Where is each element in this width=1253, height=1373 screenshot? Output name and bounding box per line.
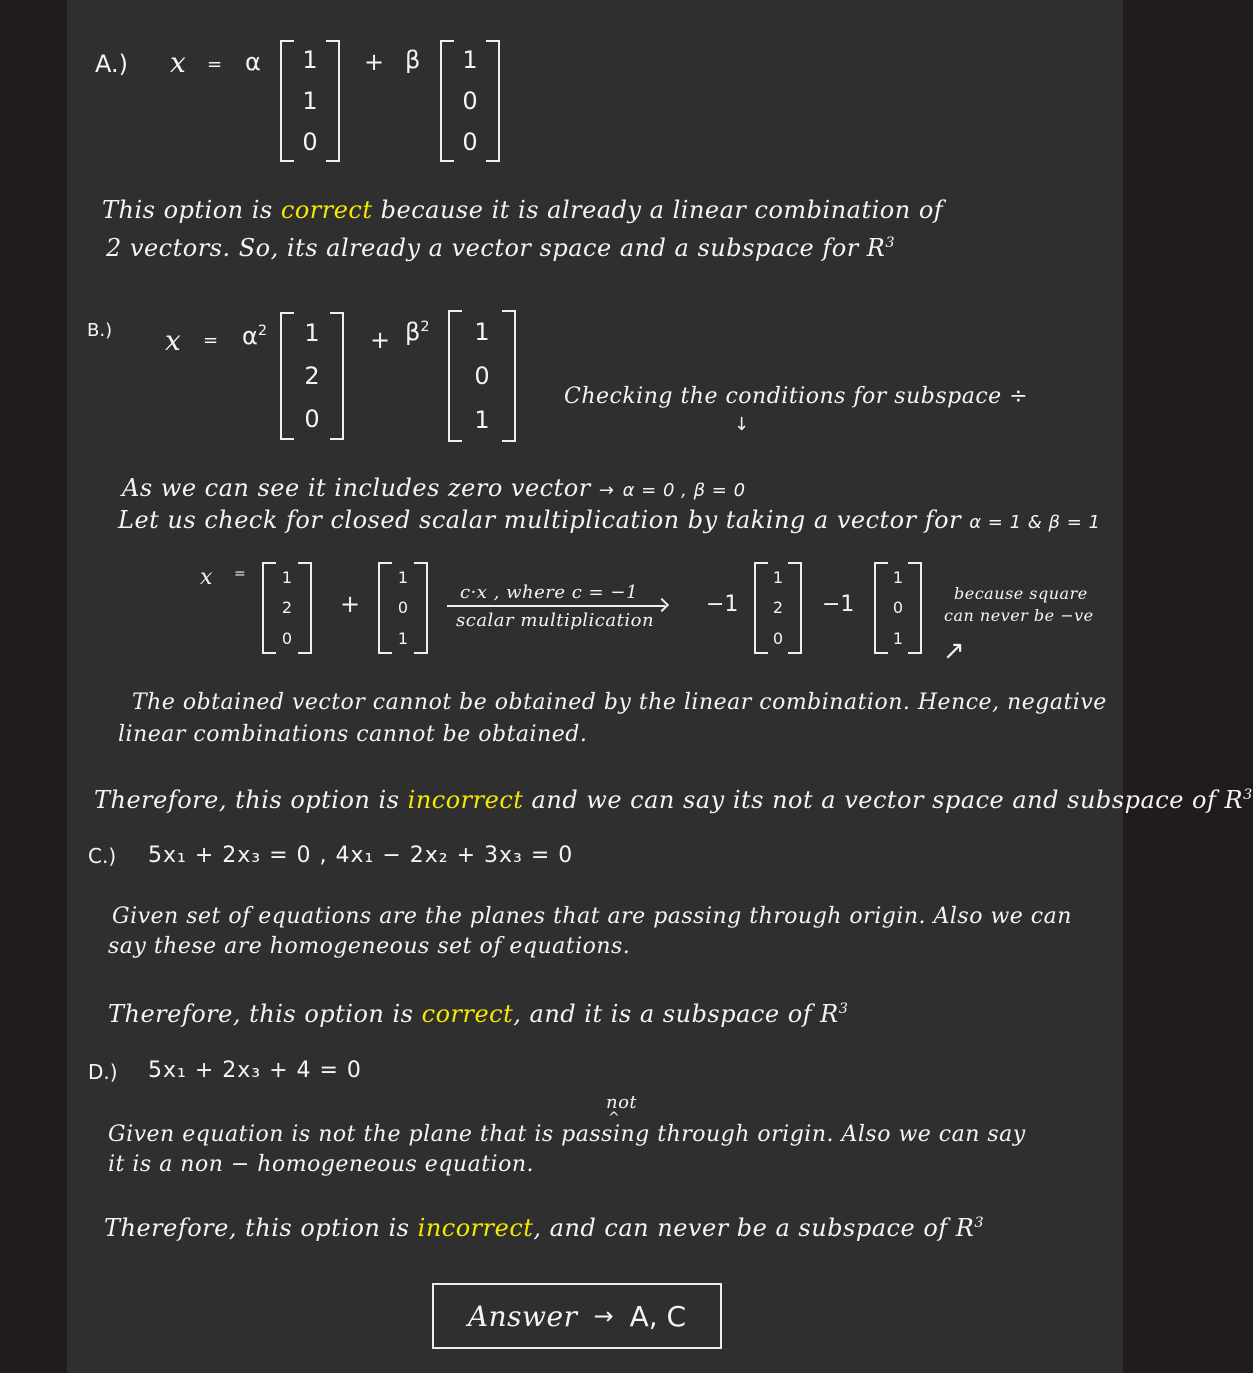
work-vector-1	[262, 562, 312, 654]
neg-coef-1: −1	[706, 592, 739, 617]
option-a-coef1: α	[245, 48, 261, 76]
closure-check-line: Let us check for closed scalar multiplication by taking a vector for α = 1 & β = 1	[118, 506, 1101, 534]
vector-entry: 1	[302, 86, 318, 115]
note-line-1: because square	[954, 584, 1088, 603]
option-a-explanation-line-2: 2 vectors. So, its already a vector space and a subspace for $R^3$	[106, 234, 896, 262]
answer-box	[432, 1283, 722, 1349]
vector-entry: 1	[302, 46, 318, 75]
vector-entry: 0	[304, 404, 320, 433]
option-c-explanation-line-1: Given set of equations are the planes that are passing through origin. Also we can	[112, 904, 1072, 929]
work-plus: +	[340, 590, 361, 618]
work-vector-2	[378, 562, 428, 654]
option-a-coef2: β	[405, 46, 421, 74]
option-b-label: B.)	[87, 320, 113, 341]
vector-entry: 1	[772, 567, 784, 587]
correct-highlight: correct	[280, 196, 373, 224]
option-b-vector-2	[448, 310, 516, 442]
vector-entry: 0	[281, 629, 293, 649]
right-arrow-icon: →	[598, 480, 615, 501]
option-b-coef1: $\alpha^2$	[242, 322, 267, 350]
down-arrow-icon: ↓	[734, 414, 750, 435]
answer-value: A, C	[629, 1299, 687, 1333]
option-c-explanation-line-2: say these are homogeneous set of equations.	[108, 934, 631, 959]
up-right-arrow-icon: ↗	[943, 636, 965, 666]
vector-entry: 0	[892, 598, 904, 618]
option-a-vector-2	[440, 40, 500, 162]
vector-entry: 0	[397, 598, 409, 618]
neg-vector-1	[754, 562, 802, 654]
vector-entry: 1	[892, 629, 904, 649]
vector-entry: 1	[892, 567, 904, 587]
option-a-equals: =	[207, 54, 223, 75]
vector-entry: 2	[772, 598, 784, 618]
vector-entry: 1	[304, 319, 320, 348]
vector-entry: 2	[304, 361, 320, 390]
option-c-label: C.)	[88, 844, 117, 868]
option-d-equation: 5x₁ + 2x₃ + 4 = 0	[148, 1058, 362, 1083]
vector-entry: 2	[281, 598, 293, 618]
option-b-coef2: $\beta^2$	[405, 318, 430, 346]
zero-vector-line: As we can see it includes zero vector → α = 0 , β = 0	[122, 474, 746, 502]
option-a-explanation-line-1: This option is correct because it is already a linear combination of	[102, 196, 944, 224]
vector-entry: 1	[397, 629, 409, 649]
answer-label: Answer	[467, 1299, 578, 1333]
vector-entry: 0	[772, 629, 784, 649]
vector-entry: 0	[462, 86, 478, 115]
vector-entry: 1	[281, 567, 293, 587]
correct-highlight: correct	[421, 1000, 514, 1028]
option-b-verdict: Therefore, this option is incorrect and we can say its not a vector space and subspace of $R^3$	[94, 786, 1253, 814]
arrow-top-label: c·x , where c = −1	[460, 582, 638, 603]
option-b-plus: +	[370, 326, 391, 354]
work-lhs: x	[200, 565, 213, 590]
neg-coef-2: −1	[822, 592, 855, 617]
checking-conditions-text: Checking the conditions for subspace ÷	[564, 384, 1029, 409]
incorrect-highlight: incorrect	[417, 1214, 534, 1242]
option-a-vector-1	[280, 40, 340, 162]
vector-entry: 1	[474, 406, 490, 434]
option-b-equals: =	[203, 330, 219, 351]
right-arrow-icon	[447, 605, 665, 607]
vector-entry: 1	[474, 318, 490, 346]
incorrect-highlight: incorrect	[407, 786, 524, 814]
right-arrow-icon: →	[593, 1302, 614, 1330]
work-equals: =	[234, 566, 246, 582]
option-c-equation: 5x₁ + 2x₃ = 0 , 4x₁ − 2x₂ + 3x₃ = 0	[148, 843, 574, 868]
option-c-verdict: Therefore, this option is correct, and it is a subspace of $R^3$	[108, 1000, 849, 1028]
neg-vector-2	[874, 562, 922, 654]
note-line-2: can never be −ve	[944, 606, 1094, 625]
option-d-label: D.)	[88, 1060, 118, 1084]
caret-icon: ^	[608, 1110, 620, 1126]
option-b-conclusion-line-2: linear combinations cannot be obtained.	[118, 722, 588, 747]
option-b-conclusion-line-1: The obtained vector cannot be obtained by the linear combination. Hence, negative	[132, 690, 1107, 715]
inserted-not-note: not	[606, 1092, 638, 1113]
option-d-explanation-line-1: Given equation is not the plane that is passing through origin. Also we can say	[108, 1122, 1026, 1147]
vector-entry: 0	[474, 362, 490, 390]
option-d-explanation-line-2: it is a non − homogeneous equation.	[108, 1152, 534, 1177]
option-a-plus: +	[364, 48, 385, 76]
vector-entry: 0	[462, 127, 478, 156]
option-b-vector-1	[280, 312, 344, 440]
vector-entry: 1	[397, 567, 409, 587]
vector-entry: 0	[302, 127, 318, 156]
arrow-bottom-label: scalar multiplication	[456, 610, 655, 631]
option-d-verdict: Therefore, this option is incorrect, and can never be a subspace of $R^3$	[104, 1214, 984, 1242]
option-b-lhs: x	[165, 324, 182, 357]
option-a-label: A.)	[95, 50, 128, 78]
option-a-lhs: x	[170, 46, 187, 79]
vector-entry: 1	[462, 46, 478, 75]
